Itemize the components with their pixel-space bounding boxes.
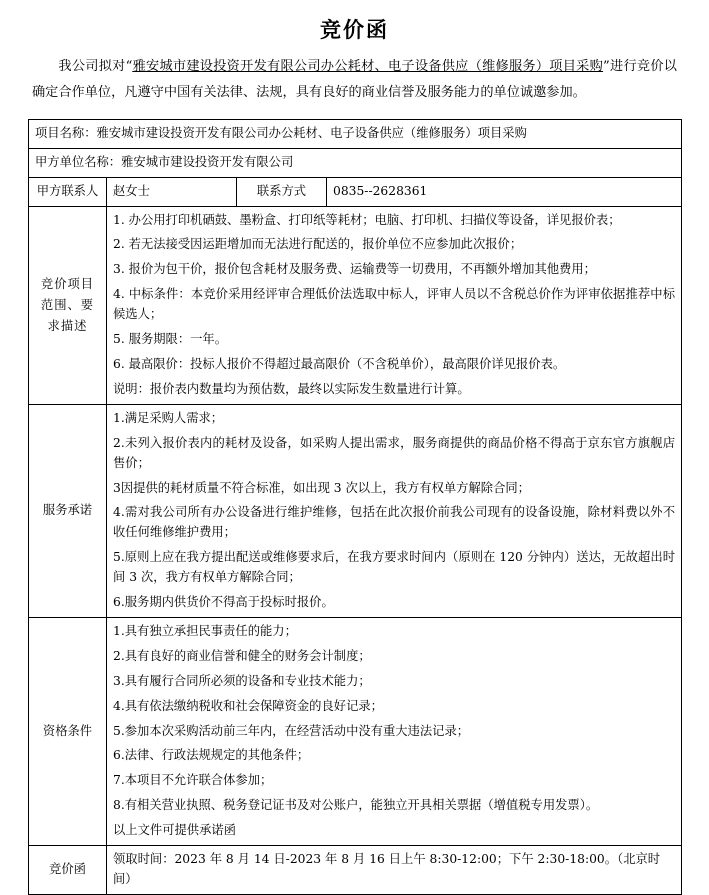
intro-project-name: 雅安城市建设投资开发有限公司办公耗材、电子设备供应（维修服务）项目采购 (132, 59, 604, 74)
qualification-item: 6.法律、行政法规规定的其他条件； (113, 748, 310, 763)
scope-content (107, 206, 682, 404)
scope-item: 3. 报价为包干价，报价包含耗材及服务费、运输费等一切费用，不再额外增加其他费用； (113, 262, 596, 277)
document-page (0, 14, 709, 884)
qualification-label (29, 617, 107, 845)
service-commitment-item: 1.满足采购人需求； (113, 410, 224, 425)
project-name-cell (29, 119, 682, 148)
table-row-contact (29, 177, 682, 206)
scope-label-text: 竞价项目范围、要求描述 (40, 276, 95, 333)
scope-label (29, 206, 107, 404)
service-commitment-item: 3因提供的耗材质量不符合标准，如出现 3 次以上，我方有权单方解除合同； (113, 480, 530, 495)
table-row-party-a (29, 148, 682, 177)
service-commitment-content (107, 404, 682, 617)
bid-details-table (28, 119, 682, 895)
contact-label: 甲方联系人 (29, 177, 107, 206)
service-commitment-item: 6.服务期内供货价不得高于投标时报价。 (113, 595, 334, 610)
table-row-scope (29, 206, 682, 404)
qualification-item: 3.具有履行合同所必须的设备和专业技术能力； (113, 673, 371, 688)
project-name-label: 项目名称： (35, 125, 97, 140)
contact-phone-value: 0835--2628361 (327, 177, 682, 206)
service-commitment-item: 2.未列入报价表内的耗材及设备，如采购人提出需求，服务商提供的商品价格不得高于京东官方旗舰店售价； (113, 435, 676, 470)
table-row-service-commitment (29, 404, 682, 617)
service-commitment-label-text: 服务承诺 (42, 503, 93, 518)
project-name-value: 雅安城市建设投资开发有限公司办公耗材、电子设备供应（维修服务）项目采购 (96, 125, 527, 140)
qualification-item: 7.本项目不允许联合体参加； (113, 773, 273, 788)
intro-paragraph (32, 54, 677, 107)
scope-item: 4. 中标条件：本竞价采用经评审合理低价法选取中标人，评审人员以不含税总价作为评审依据推荐中标候选人； (113, 287, 676, 322)
qualification-item: 4.具有依法缴纳税收和社会保障资金的良好记录； (113, 698, 383, 713)
qualification-note: 以上文件可提供承诺函 (113, 823, 236, 838)
service-commitment-item: 5.原则上应在我方提出配送或维修要求后，在我方要求时间内（原则在 120 分钟内）送达，无故超出时间 3 次，我方有权单方解除合同； (113, 550, 676, 585)
qualification-item: 8.有相关营业执照、税务登记证书及对公账户，能独立开具相关票据（增值税专用发票）。 (113, 798, 599, 813)
party-a-value: 雅安城市建设投资开发有限公司 (121, 154, 294, 169)
table-row-qualification (29, 617, 682, 845)
qualification-content (107, 617, 682, 845)
scope-item: 1. 办公用打印机硒鼓、墨粉盒、打印纸等耗材；电脑、打印机、扫描仪等设备，详见报价表； (113, 212, 621, 227)
scope-item: 2. 若无法接受因运距增加而无法进行配送的，报价单位不应参加此次报价； (113, 237, 523, 252)
party-a-cell (29, 148, 682, 177)
contact-name: 赵女士 (107, 177, 237, 206)
service-commitment-label (29, 404, 107, 617)
scope-item: 6. 最高限价：投标人报价不得超过最高限价（不含税单价），最高限价详见报价表。 (113, 356, 566, 371)
bid-letter-value: 领取时间：2023 年 8 月 14 日-2023 年 8 月 16 日上午 8:30-12:00；下午 2:30-18:00。（北京时间） (107, 846, 682, 895)
qualification-item: 1.具有独立承担民事责任的能力； (113, 623, 297, 638)
page-title: 竞价函 (320, 17, 389, 42)
intro-part-3: ”进行竞价以确定合作单位，凡遵守中国有关法律、法规，具有良好的商业信誉及服务能力的单位诚邀参加。 (32, 59, 677, 101)
qualification-item: 2.具有良好的商业信誉和健全的财务会计制度； (113, 648, 371, 663)
bid-letter-label: 竞价函 (29, 846, 107, 895)
contact-phone-label: 联系方式 (237, 177, 327, 206)
service-commitment-item: 4.需对我公司所有办公设备进行维护维修，包括在此次报价前我公司现有的设备设施，除材料费以外不收任何维修维护费用； (113, 505, 676, 540)
party-a-label: 甲方单位名称： (35, 154, 122, 169)
table-row-bid-letter (29, 846, 682, 895)
table-row-project-name (29, 119, 682, 148)
qualification-item: 5.参加本次采购活动前三年内，在经营活动中没有重大违法记录； (113, 723, 470, 738)
qualification-label-text: 资格条件 (42, 724, 93, 739)
intro-part-1: 我公司拟对“ (58, 59, 133, 74)
scope-note: 说明：报价表内数量均为预估数，最终以实际发生数量进行计算。 (113, 381, 470, 396)
scope-item: 5. 服务期限：一年。 (113, 332, 228, 347)
